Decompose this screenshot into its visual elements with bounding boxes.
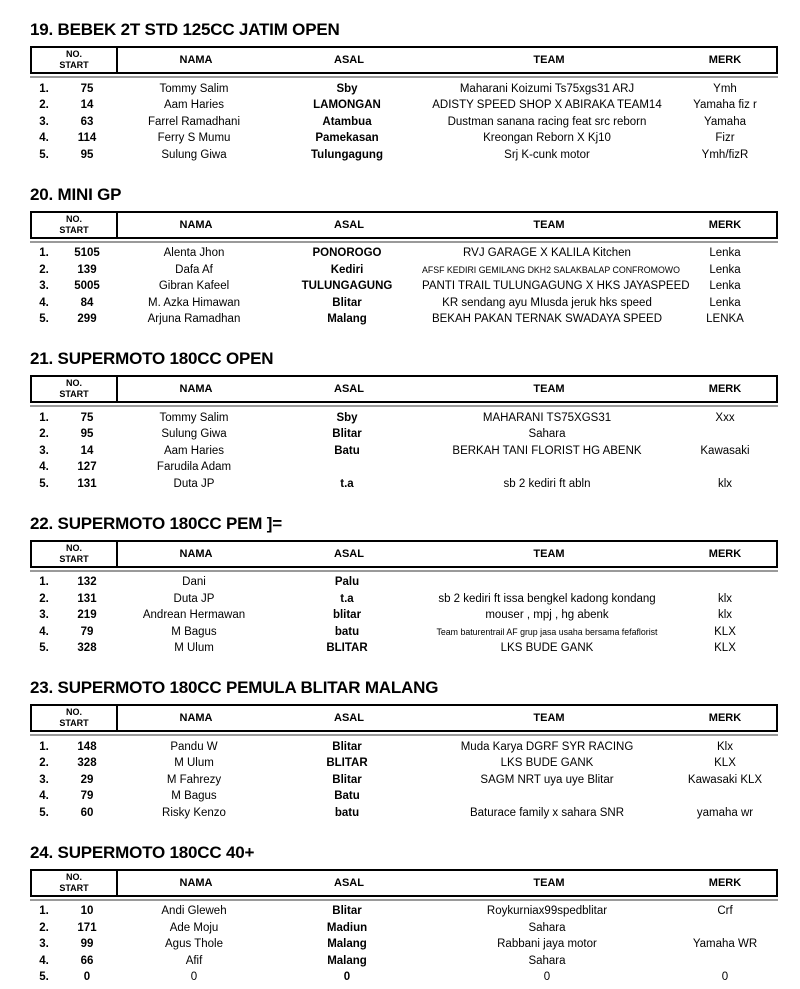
table-row <box>30 114 778 131</box>
section-title: 22. SUPERMOTO 180CC PEM ]= <box>30 513 282 533</box>
cell-nama: Aam Haries <box>163 99 225 112</box>
cell-nama: Sulung Giwa <box>161 148 227 161</box>
cell-start-number: 132 <box>77 576 97 589</box>
table-row <box>30 805 778 822</box>
cell-team: Dustman sanana racing feat src reborn <box>447 115 647 128</box>
table-row <box>30 608 778 625</box>
cell-start-number: 219 <box>77 609 97 622</box>
cell-nama: Pandu W <box>170 740 218 753</box>
cell-nama: Andi Gleweh <box>161 905 227 918</box>
race-section <box>30 349 778 493</box>
cell-start-number: 5005 <box>74 280 100 293</box>
entry-table <box>30 704 778 822</box>
cell-asal: Batu <box>334 444 360 457</box>
cell-team: KR sendang ayu MIusda jeruk hks speed <box>442 296 652 309</box>
col-header-no-start <box>32 871 118 895</box>
cell-team: AFSF KEDIRI GEMILANG DKH2 SALAKBALAP CONFROMOWO <box>422 264 680 275</box>
cell-team: MAHARANI TS75XGS31 <box>482 411 612 424</box>
cell-rank: 4. <box>39 461 49 474</box>
cell-start-number: 5105 <box>74 247 100 260</box>
cell-nama: Tommy Salim <box>159 82 229 95</box>
cell-merk: Ymh/fizR <box>701 148 749 161</box>
cell-start-number: 84 <box>80 296 94 309</box>
table-row <box>30 624 778 641</box>
cell-merk: KLX <box>714 757 736 770</box>
col-header-asal: ASAL <box>334 54 364 66</box>
cell-rank: 3. <box>39 280 49 293</box>
table-rows <box>30 410 778 493</box>
col-header-merk: MERK <box>708 383 742 395</box>
cell-merk: Ymh <box>713 82 737 95</box>
header-underline <box>30 899 778 901</box>
section-title: 24. SUPERMOTO 180CC 40+ <box>30 842 255 862</box>
cell-asal: Sby <box>336 411 358 424</box>
cell-nama: Agus Thole <box>165 938 223 951</box>
cell-rank: 5. <box>39 806 49 819</box>
col-header-no-start-line2: START <box>59 389 89 399</box>
cell-rank: 2. <box>39 428 49 441</box>
cell-rank: 1. <box>39 247 49 260</box>
cell-rank: 2. <box>39 263 49 276</box>
cell-start-number: 75 <box>80 411 94 424</box>
cell-start-number: 148 <box>77 740 97 753</box>
table-row <box>30 98 778 115</box>
table-row <box>30 427 778 444</box>
cell-nama: Afif <box>185 954 203 967</box>
col-header-team: TEAM <box>533 876 565 889</box>
cell-team: Muda Karya DGRF SYR RACING <box>460 740 634 753</box>
col-header-nama: NAMA <box>179 54 213 66</box>
cell-start-number: 75 <box>80 82 94 95</box>
table-row <box>30 970 778 987</box>
cell-asal: batu <box>334 625 360 638</box>
entry-table <box>30 46 778 164</box>
table-row <box>30 953 778 970</box>
cell-start-number: 29 <box>80 773 94 786</box>
col-header-merk: MERK <box>708 218 742 231</box>
cell-rank: 4. <box>39 790 49 803</box>
cell-merk: Lenka <box>709 296 741 309</box>
cell-nama: Arjuna Ramadhan <box>147 313 241 326</box>
cell-rank: 2. <box>39 592 49 605</box>
cell-asal: Blitar <box>332 428 362 441</box>
section-title: 23. SUPERMOTO 180CC PEMULA BLITAR MALANG <box>30 678 439 697</box>
cell-rank: 1. <box>39 905 49 918</box>
cell-start-number: 127 <box>77 461 97 474</box>
table-rows <box>30 81 778 164</box>
cell-asal: Batu <box>334 790 360 803</box>
cell-team: 0 <box>543 971 551 984</box>
col-header-asal: ASAL <box>334 383 364 395</box>
col-header-no-start-line2: START <box>59 553 89 564</box>
cell-merk: Crf <box>717 905 733 918</box>
col-header-team: TEAM <box>533 712 565 724</box>
cell-asal: BLITAR <box>326 757 368 770</box>
header-underline <box>30 76 778 78</box>
cell-rank: 2. <box>39 757 49 770</box>
cell-merk: Xxx <box>715 411 735 424</box>
header-underline <box>30 405 778 407</box>
cell-asal: Madiun <box>326 921 368 934</box>
cell-rank: 3. <box>39 609 49 622</box>
col-header-team: TEAM <box>533 218 565 231</box>
cell-asal: Blitar <box>332 905 362 918</box>
header-underline <box>30 241 778 243</box>
race-section <box>30 20 778 164</box>
cell-rank: 5. <box>39 477 49 490</box>
cell-start-number: 79 <box>80 625 94 638</box>
cell-rank: 1. <box>39 82 49 95</box>
col-header-merk: MERK <box>708 547 742 560</box>
cell-rank: 5. <box>39 642 49 655</box>
table-row <box>30 279 778 296</box>
col-header-nama: NAMA <box>179 218 213 231</box>
table-row <box>30 772 778 789</box>
table-header-row <box>30 211 778 239</box>
col-header-no-start-line1: NO. <box>65 542 82 553</box>
table-row <box>30 410 778 427</box>
cell-nama: M Bagus <box>171 790 217 803</box>
cell-team: ADISTY SPEED SHOP X ABIRAKA TEAM14 <box>432 99 662 112</box>
table-row <box>30 295 778 312</box>
col-header-nama: NAMA <box>179 876 213 889</box>
cell-start-number: 131 <box>77 477 97 490</box>
cell-nama: M Ulum <box>174 757 214 770</box>
cell-merk: yamaha wr <box>696 806 754 819</box>
cell-asal: t.a <box>340 592 354 605</box>
col-header-nama: NAMA <box>179 712 213 724</box>
cell-nama: Farudila Adam <box>156 461 232 474</box>
cell-team: Baturace family x sahara SNR <box>469 806 625 819</box>
table-row <box>30 246 778 263</box>
cell-team: LKS BUDE GANK <box>500 757 594 770</box>
race-section <box>30 843 778 987</box>
cell-merk: klx <box>717 609 733 622</box>
col-header-merk: MERK <box>708 712 742 724</box>
cell-merk: LENKA <box>706 313 744 326</box>
cell-asal: 0 <box>343 971 351 984</box>
header-underline <box>30 570 778 572</box>
cell-asal: Blitar <box>332 773 362 786</box>
cell-rank: 4. <box>39 954 49 967</box>
cell-rank: 4. <box>39 296 49 309</box>
col-header-no-start-line2: START <box>59 60 89 70</box>
cell-start-number: 299 <box>77 313 97 326</box>
section-title: 21. SUPERMOTO 180CC OPEN <box>30 349 274 368</box>
cell-nama: Duta JP <box>173 592 215 605</box>
cell-asal: Tulungagung <box>311 148 383 161</box>
cell-start-number: 131 <box>77 592 97 605</box>
cell-rank: 3. <box>39 115 49 128</box>
cell-rank: 5. <box>39 313 49 326</box>
header-underline <box>30 734 778 736</box>
table-row <box>30 312 778 329</box>
cell-merk: Yamaha fiz r <box>693 99 757 112</box>
cell-team: Maharani Koizumi Ts75xgs31 ARJ <box>459 82 635 95</box>
col-header-team: TEAM <box>533 383 565 395</box>
cell-asal: t.a <box>340 477 354 490</box>
cell-team: Team baturentrail AF grup jasa usaha bersama fefaflorist <box>436 626 658 637</box>
cell-team: BERKAH TANI FLORIST HG ABENK <box>452 444 642 457</box>
table-row <box>30 904 778 921</box>
cell-start-number: 10 <box>80 905 94 918</box>
cell-asal: Atambua <box>322 115 372 128</box>
cell-team: BEKAH PAKAN TERNAK SWADAYA SPEED <box>431 313 663 326</box>
col-header-no-start <box>32 706 118 730</box>
cell-asal: PONOROGO <box>312 247 382 260</box>
cell-merk: Lenka <box>709 247 741 260</box>
cell-rank: 1. <box>39 740 49 753</box>
table-row <box>30 575 778 592</box>
cell-rank: 1. <box>39 411 49 424</box>
col-header-no-start <box>32 48 118 72</box>
cell-merk: Fizr <box>715 132 735 145</box>
col-header-asal: ASAL <box>334 547 364 560</box>
col-header-no-start-line2: START <box>59 718 89 728</box>
cell-asal: Malang <box>327 938 367 951</box>
race-section <box>30 514 778 658</box>
cell-merk: KLX <box>714 642 736 655</box>
cell-nama: Tommy Salim <box>159 411 229 424</box>
cell-nama: M Fahrezy <box>166 773 222 786</box>
cell-team: mouser , mpj , hg abenk <box>485 609 609 622</box>
table-header-row <box>30 540 778 568</box>
col-header-no-start-line1: NO. <box>65 378 82 388</box>
cell-rank: 3. <box>39 938 49 951</box>
cell-merk: KLX <box>714 625 736 638</box>
col-header-asal: ASAL <box>334 712 364 724</box>
cell-team: Srj K-cunk motor <box>504 148 590 161</box>
cell-nama: Alenta Jhon <box>163 247 225 260</box>
cell-merk: klx <box>717 592 733 605</box>
cell-nama: Sulung Giwa <box>161 428 227 441</box>
cell-merk: klx <box>717 477 733 490</box>
cell-start-number: 0 <box>83 971 91 984</box>
cell-asal: Pamekasan <box>315 132 379 145</box>
col-header-no-start-line2: START <box>59 224 89 235</box>
cell-asal: Sby <box>336 82 358 95</box>
col-header-no-start <box>32 213 118 237</box>
table-rows <box>30 575 778 658</box>
cell-rank: 5. <box>39 971 49 984</box>
table-row <box>30 443 778 460</box>
race-section <box>30 185 778 329</box>
cell-start-number: 328 <box>77 757 97 770</box>
cell-asal: Blitar <box>332 740 362 753</box>
table-row <box>30 920 778 937</box>
cell-team: PANTI TRAIL TULUNGAGUNG X HKS JAYASPEED <box>422 280 690 293</box>
cell-nama: Ade Moju <box>169 921 219 934</box>
table-row <box>30 756 778 773</box>
cell-start-number: 171 <box>77 921 97 934</box>
cell-nama: Gibran Kafeel <box>158 280 230 293</box>
cell-nama: Farrel Ramadhani <box>147 115 241 128</box>
table-row <box>30 81 778 98</box>
table-row <box>30 476 778 493</box>
col-header-team: TEAM <box>533 547 565 560</box>
table-row <box>30 147 778 164</box>
cell-nama: Andrean Hermawan <box>142 609 246 622</box>
cell-team: Rabbani jaya motor <box>497 938 597 951</box>
cell-start-number: 328 <box>77 642 97 655</box>
cell-team: Sahara <box>528 428 566 441</box>
cell-team: sb 2 kediri ft abln <box>503 477 591 490</box>
entry-table <box>30 211 778 329</box>
cell-start-number: 63 <box>80 115 94 128</box>
cell-start-number: 99 <box>80 938 94 951</box>
col-header-merk: MERK <box>708 876 742 889</box>
cell-team: Roykurniax99spedblitar <box>486 905 608 918</box>
cell-rank: 2. <box>39 921 49 934</box>
table-header-row <box>30 704 778 732</box>
cell-rank: 3. <box>39 773 49 786</box>
col-header-asal: ASAL <box>334 218 364 231</box>
cell-nama: Aam Haries <box>163 444 225 457</box>
cell-asal: TULUNGAGUNG <box>301 280 393 293</box>
table-row <box>30 460 778 477</box>
cell-team: Sahara <box>528 954 566 967</box>
cell-start-number: 14 <box>80 444 94 457</box>
cell-rank: 4. <box>39 625 49 638</box>
cell-merk: Yamaha <box>704 115 746 128</box>
cell-team: LKS BUDE GANK <box>500 642 594 655</box>
cell-asal: LAMONGAN <box>313 99 381 112</box>
table-header-row <box>30 869 778 897</box>
cell-rank: 1. <box>39 576 49 589</box>
table-rows <box>30 904 778 987</box>
cell-asal: Palu <box>334 576 360 589</box>
cell-rank: 4. <box>39 132 49 145</box>
cell-asal: Malang <box>327 954 367 967</box>
table-header-row <box>30 46 778 74</box>
col-header-team: TEAM <box>533 54 565 66</box>
cell-merk: Kawasaki <box>700 444 750 457</box>
cell-team: Kreongan Reborn X Kj10 <box>483 132 611 145</box>
race-section <box>30 678 778 822</box>
cell-merk: Lenka <box>709 263 741 276</box>
cell-nama: M Ulum <box>174 642 214 655</box>
table-header-row <box>30 375 778 403</box>
cell-merk: Kawasaki KLX <box>687 773 763 786</box>
entry-table <box>30 869 778 987</box>
col-header-no-start-line1: NO. <box>65 49 82 59</box>
cell-start-number: 95 <box>80 148 94 161</box>
section-title: 20. MINI GP <box>30 184 122 204</box>
table-row <box>30 739 778 756</box>
table-rows <box>30 739 778 822</box>
cell-asal: Kediri <box>330 263 364 276</box>
col-header-no-start-line1: NO. <box>65 707 82 717</box>
cell-nama: M. Azka Himawan <box>147 296 241 309</box>
cell-asal: Malang <box>327 313 367 326</box>
cell-rank: 3. <box>39 444 49 457</box>
cell-nama: Risky Kenzo <box>162 806 226 819</box>
col-header-merk: MERK <box>708 54 742 66</box>
cell-merk: Lenka <box>709 280 741 293</box>
cell-team: SAGM NRT uya uye Blitar <box>480 773 614 786</box>
cell-start-number: 79 <box>80 790 94 803</box>
cell-team: RVJ GARAGE X KALILA Kitchen <box>463 247 631 260</box>
cell-start-number: 66 <box>80 954 94 967</box>
table-row <box>30 641 778 658</box>
cell-nama: Dani <box>182 576 206 589</box>
cell-nama: Ferry S Mumu <box>157 132 231 145</box>
cell-team: Sahara <box>528 921 566 934</box>
cell-start-number: 95 <box>80 428 94 441</box>
table-row <box>30 262 778 279</box>
cell-nama: Dafa Af <box>175 263 213 276</box>
cell-start-number: 139 <box>77 263 97 276</box>
cell-asal: batu <box>334 806 360 819</box>
col-header-no-start-line1: NO. <box>65 213 82 224</box>
table-rows <box>30 246 778 329</box>
entry-table <box>30 375 778 493</box>
cell-team: sb 2 kediri ft issa bengkel kadong kondang <box>438 592 656 605</box>
cell-merk: Klx <box>717 740 733 753</box>
col-header-no-start <box>32 542 118 566</box>
col-header-nama: NAMA <box>179 383 213 395</box>
col-header-no-start-line1: NO. <box>65 871 82 882</box>
cell-start-number: 60 <box>80 806 94 819</box>
col-header-no-start-line2: START <box>59 882 89 893</box>
col-header-asal: ASAL <box>334 876 364 889</box>
entry-table <box>30 540 778 658</box>
cell-merk: Yamaha WR <box>692 938 758 951</box>
cell-rank: 2. <box>39 99 49 112</box>
table-row <box>30 591 778 608</box>
cell-merk: 0 <box>721 971 729 984</box>
col-header-no-start <box>32 377 118 401</box>
cell-nama: 0 <box>190 971 198 984</box>
table-row <box>30 789 778 806</box>
cell-nama: M Bagus <box>171 625 217 638</box>
section-title: 19. BEBEK 2T STD 125CC JATIM OPEN <box>30 20 340 39</box>
cell-start-number: 114 <box>77 132 97 145</box>
cell-asal: Blitar <box>332 296 362 309</box>
cell-nama: Duta JP <box>173 477 215 490</box>
cell-rank: 5. <box>39 148 49 161</box>
table-row <box>30 937 778 954</box>
cell-start-number: 14 <box>80 99 94 112</box>
col-header-nama: NAMA <box>179 547 213 560</box>
cell-asal: blitar <box>332 609 362 622</box>
cell-asal: BLITAR <box>326 642 368 655</box>
table-row <box>30 131 778 148</box>
